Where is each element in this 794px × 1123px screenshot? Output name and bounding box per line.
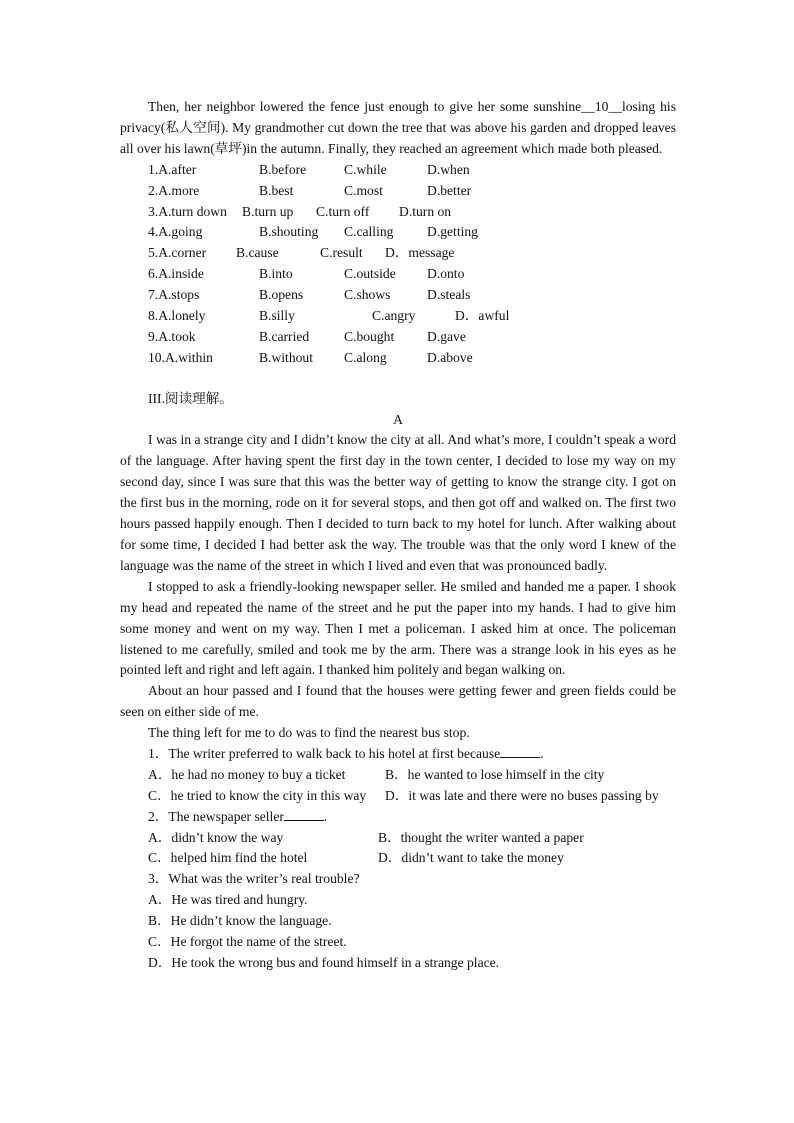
answer-blank — [284, 807, 324, 821]
option-a: 10.A.within — [148, 349, 213, 365]
option-b: B.turn up — [242, 203, 294, 219]
option-d: D．message — [385, 245, 455, 261]
cloze-option-row — [148, 327, 676, 348]
option-b: B.before — [259, 161, 307, 177]
option-d: D.turn on — [399, 203, 452, 219]
question-stem — [120, 807, 676, 828]
cloze-option-row — [148, 306, 676, 327]
question-1-option-d: D．it was late and there were no buses passing by — [385, 787, 659, 803]
question-1-option-a: A．he had no money to buy a ticket — [148, 766, 346, 782]
question-stem — [120, 869, 676, 890]
worksheet-page — [120, 97, 676, 974]
option-c: C.angry — [372, 307, 416, 323]
option-d: D．awful — [455, 307, 510, 323]
question-1-option-c: C．he tried to know the city in this way — [148, 787, 367, 803]
cloze-options-list — [120, 160, 676, 369]
answer-blank — [500, 744, 540, 758]
question-2-stem: 2．The newspaper seller — [148, 808, 284, 824]
option-c: C.result — [320, 245, 363, 261]
option-d: D.onto — [427, 266, 465, 282]
option-a: 8.A.lonely — [148, 307, 206, 323]
passage-paragraph: I stopped to ask a friendly-looking newspaper seller. He smiled and handed me a paper. I shook my head and repeated the name of the street and he put the paper into my hands. I had to give him some money and went on my way. Then I met a policeman. I asked him at once. The policeman listened to me carefully, smiled and took me by the arm. There was a strange look in his eyes as he pointed left and right and left again. I thanked him politely and began walking on. — [120, 578, 676, 678]
cloze-option-row — [148, 222, 676, 243]
question-3-option-a: A．He was tired and hungry. — [148, 892, 308, 908]
question-3-option-b: B．He didn’t know the language. — [148, 913, 332, 929]
cloze-option-row — [148, 348, 676, 369]
passage-paragraph: The thing left for me to do was to find the nearest bus stop. — [148, 725, 470, 741]
option-c: C.turn off — [316, 203, 370, 219]
option-a: 7.A.stops — [148, 287, 200, 303]
option-d: D.when — [427, 161, 470, 177]
intro-paragraph: Then, her neighbor lowered the fence just enough to give her some sunshine__10__losing his privacy(私人空间). My grandmother cut down the tree that was above his garden and dropped leaves all over his lawn(草坪)in the autumn. Finally, they reached an agreement which made both pleased. — [120, 99, 676, 156]
passage-letter: A — [393, 411, 403, 427]
option-b: B.carried — [259, 328, 310, 344]
question-options-row — [120, 765, 676, 786]
question-2-option-b: B．thought the writer wanted a paper — [378, 829, 584, 845]
option-a: 6.A.inside — [148, 266, 204, 282]
passage-paragraph: I was in a strange city and I didn’t know the city at all. And what’s more, I couldn’t speak a word of the language. After having spent the first day in the town center, I decided to lose my way on my second day, since I was sure that this was the better way of getting to know the strange city. I got on the first bus in the morning, rode on it for several stops, and then got off and walked on. The first two hours passed happily enough. Then I decided to turn back to my hotel for lunch. After walking about for some time, I decided I had better ask the way. The trouble was that the only word I knew of the language was the name of the street in which I lived and even that was pronounced badly. — [120, 432, 676, 573]
question-options-row — [120, 848, 676, 869]
option-a: 9.A.took — [148, 328, 196, 344]
question-3-option-c: C．He forgot the name of the street. — [148, 934, 347, 950]
option-d: D.getting — [427, 224, 478, 240]
question-1-stem: 1．The writer preferred to walk back to his hotel at first because — [148, 746, 501, 762]
section-title: III.阅读理解。 — [148, 390, 233, 406]
option-c: C.along — [344, 349, 387, 365]
passage-paragraph: About an hour passed and I found that the houses were getting fewer and green fields could be seen on either side of me. — [120, 683, 676, 720]
question-1-stem-end: . — [540, 746, 544, 762]
question-3-stem: 3．What was the writer’s real trouble? — [148, 871, 360, 887]
question-3-option-d: D．He took the wrong bus and found himself in a strange place. — [148, 954, 500, 970]
option-a: 5.A.corner — [148, 245, 207, 261]
option-a: 1.A.after — [148, 161, 197, 177]
question-option — [120, 953, 676, 974]
option-c: C.calling — [344, 224, 394, 240]
question-option — [120, 890, 676, 911]
cloze-option-row — [148, 160, 676, 181]
option-d: D.better — [427, 182, 472, 198]
cloze-option-row — [148, 181, 676, 202]
option-a: 3.A.turn down — [148, 203, 227, 219]
option-d: D.above — [427, 349, 473, 365]
question-options-row — [120, 828, 676, 849]
cloze-option-row — [148, 264, 676, 285]
option-c: C.outside — [344, 266, 396, 282]
question-2-option-d: D．didn’t want to take the money — [378, 850, 564, 866]
question-option — [120, 911, 676, 932]
cloze-option-row — [148, 202, 676, 223]
option-a: 2.A.more — [148, 182, 200, 198]
option-b: B.cause — [236, 245, 279, 261]
option-b: B.silly — [259, 307, 295, 323]
option-b: B.without — [259, 349, 314, 365]
option-b: B.into — [259, 266, 293, 282]
option-c: C.bought — [344, 328, 395, 344]
cloze-option-row — [148, 243, 676, 264]
question-option — [120, 932, 676, 953]
option-a: 4.A.going — [148, 224, 203, 240]
option-b: B.shouting — [259, 224, 319, 240]
option-d: D.gave — [427, 328, 466, 344]
question-2-option-c: C．helped him find the hotel — [148, 850, 308, 866]
option-b: B.opens — [259, 287, 304, 303]
question-stem — [120, 744, 676, 765]
option-c: C.shows — [344, 287, 391, 303]
question-2-option-a: A．didn’t know the way — [148, 829, 284, 845]
option-c: C.most — [344, 182, 383, 198]
question-1-option-b: B．he wanted to lose himself in the city — [385, 766, 605, 782]
option-c: C.while — [344, 161, 387, 177]
question-options-row — [120, 786, 676, 807]
cloze-option-row — [148, 285, 676, 306]
question-2-stem-end: . — [323, 808, 328, 824]
option-d: D.steals — [427, 287, 471, 303]
option-b: B.best — [259, 182, 294, 198]
